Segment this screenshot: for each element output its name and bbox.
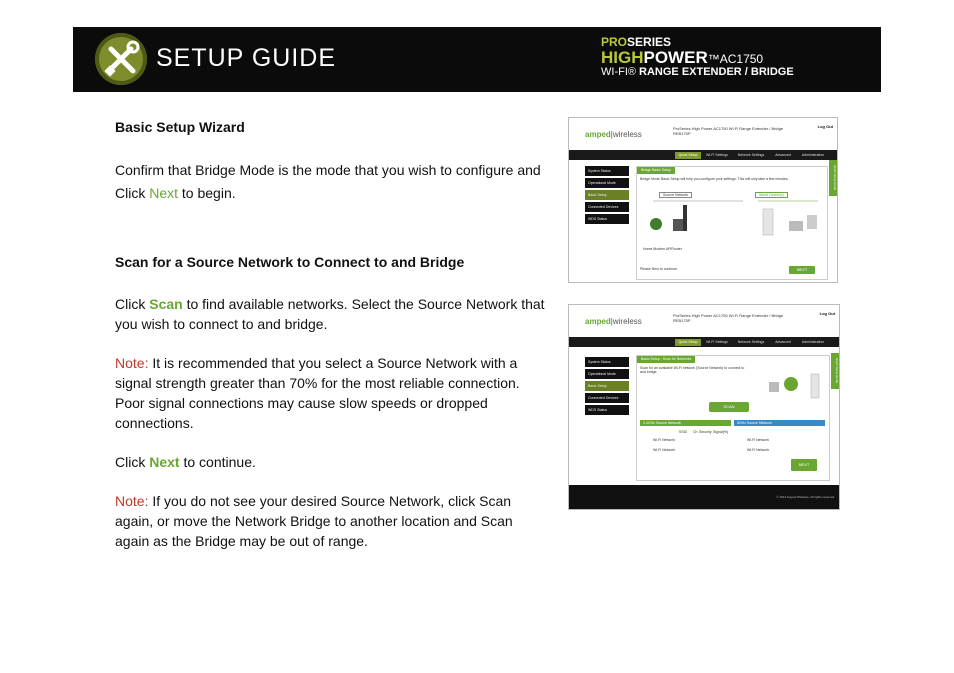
shot2-nav-1: Wi-Fi Settings: [706, 340, 728, 344]
shot2-row5-1[interactable]: Wi-Fi Network: [747, 448, 769, 452]
brand-model: AC1750: [719, 52, 764, 66]
shot2-side-0: System Status: [585, 357, 629, 367]
brand-series: SERIES: [627, 35, 672, 49]
shot2-navbar: [569, 337, 839, 347]
brand-line3: RANGE EXTENDER / BRIDGE: [635, 66, 794, 78]
shot1-diagram-icon: [643, 197, 823, 243]
screenshot-scan-networks: [568, 304, 840, 510]
brand-high: HIGH: [601, 48, 644, 67]
section2-paragraph: [115, 294, 550, 334]
shot1-side-2: Basic Setup: [585, 190, 629, 200]
next-link-1: Next: [149, 185, 179, 201]
section2-heading: Scan for a Source Network to Connect to and Bridge: [115, 254, 465, 270]
section2-continue: [115, 452, 550, 472]
shot1-nav-1: Wi-Fi Settings: [706, 153, 728, 157]
shot2-panel-title: Basic Setup - Scan for Networks: [637, 356, 695, 363]
shot2-side-4: WDS Status: [585, 405, 629, 415]
note-1-text: It is recommended that you select a Source Network with a signal strength greater than 70% for the most reliable connection. Poor signal connections may cause slow speeds or dropped connections.: [115, 355, 520, 431]
shot2-panel-text: Scan for an available Wi-Fi network (Source Network) to connect to and bridge.: [640, 366, 745, 374]
shot1-product: [673, 126, 783, 136]
shot1-product-name: ProSeries High Power AC1750 Wi-Fi Range Extender / Bridge: [673, 126, 784, 131]
shot2-row5-0[interactable]: Wi-Fi Network: [747, 438, 769, 442]
shot2-diagram-icon: [765, 368, 825, 402]
section1-heading: Basic Setup Wizard: [115, 119, 245, 135]
brand-pro: PRO: [601, 35, 628, 49]
shot2-product-name: ProSeries High Power AC1750 Wi-Fi Range Extender / Bridge: [673, 313, 784, 318]
screenshot-bridge-setup: [568, 117, 838, 283]
brand-power: POWER: [643, 48, 708, 67]
shot2-scan-button: SCAN: [709, 402, 749, 412]
header-banner: [73, 27, 881, 92]
shot2-row24-0[interactable]: Wi-Fi Network: [653, 438, 675, 442]
section2-text-end: to find available networks. Select the Source Network that you wish to connect to and bridge.: [115, 296, 545, 332]
section1-paragraph: [115, 159, 550, 205]
shot1-header: [569, 118, 837, 150]
shot1-model: REB175P: [673, 131, 691, 136]
shot1-panel-title: Bridge Basic Setup: [637, 167, 675, 174]
shot2-side-2: Basic Setup: [585, 381, 629, 391]
scan-link: Scan: [149, 296, 183, 312]
section1-text: Confirm that Bridge Mode is the mode that you wish to configure and Click: [115, 162, 541, 201]
shot1-brand2: wireless: [612, 130, 642, 139]
shot2-col-ch: Ch: [693, 430, 698, 434]
shot1-brand: amped: [585, 130, 611, 139]
shot2-side-3: Connected Devices: [585, 393, 629, 403]
shot1-panel: [636, 166, 828, 280]
shot2-quick-tab: Quick Setup Guide: [831, 353, 839, 389]
shot1-nav-2: Network Settings: [737, 153, 765, 157]
shot2-model: REB175P: [673, 318, 691, 323]
continue-text: Click: [115, 454, 150, 470]
tools-logo-icon: [95, 33, 147, 85]
shot1-chain-label: Home Modem AP/Router: [643, 247, 682, 251]
note-2-text: If you do not see your desired Source Network, click Scan again, or move the Network Bridge to another location and Scan again as the Bridge may be out of range.: [115, 493, 513, 549]
shot1-sidebar: [585, 166, 629, 226]
section1-text-end: to begin.: [178, 185, 236, 201]
shot2-sidebar: [585, 357, 629, 417]
shot1-nav-3: Advanced: [775, 153, 791, 157]
shot2-brand: amped: [585, 317, 611, 326]
shot2-col-signal: Signal(%): [713, 430, 729, 434]
shot2-header: [569, 305, 839, 337]
shot2-nav-2: Network Settings: [737, 340, 765, 344]
next-link-2: Next: [149, 454, 180, 470]
shot1-side-1: Operational Mode: [585, 178, 629, 188]
shot1-navbar: [569, 150, 837, 160]
shot1-logo: amped|wireless: [585, 130, 642, 139]
shot1-logout: Log Out: [817, 124, 833, 129]
shot2-footer: © 2014 Amped Wireless. All rights reserved.: [569, 485, 839, 509]
shot2-nav-3: Advanced: [775, 340, 791, 344]
shot2-nav-4: Administration: [801, 340, 825, 344]
shot2-next-button: NEXT: [791, 459, 817, 471]
note-2: [115, 491, 550, 551]
shot2-row24-1[interactable]: Wi-Fi Network: [653, 448, 675, 452]
note-1: [115, 353, 550, 433]
shot1-quick-tab: Quick Setup Guide: [829, 160, 837, 196]
section-basic-setup: [115, 117, 550, 205]
shot2-logout: Log Out: [819, 311, 835, 316]
shot2-list5-header: 5GHz Source Network: [734, 420, 825, 426]
banner-title: SETUP GUIDE: [156, 44, 337, 72]
note-1-label: Note:: [115, 355, 149, 371]
brand-tm: ™: [707, 52, 720, 66]
shot2-col-security: Security: [699, 430, 712, 434]
note-2-label: Note:: [115, 493, 149, 509]
shot1-panel-text: Bridge Mode Basic Setup will help you configure your settings. This will only take a few minutes.: [640, 177, 789, 181]
shot2-brand2: wireless: [612, 317, 642, 326]
shot2-logo: amped|wireless: [585, 317, 642, 326]
shot2-list24-header: 2.4GHz Source Network: [640, 420, 731, 426]
brand-wifi: WI-FI®: [601, 66, 636, 78]
continue-text-end: to continue.: [179, 454, 256, 470]
shot1-footer-text: Please Next to continue.: [640, 267, 678, 271]
shot1-side-3: Connected Devices: [585, 202, 629, 212]
shot2-product: [673, 313, 783, 323]
shot1-side-0: System Status: [585, 166, 629, 176]
shot2-side-1: Operational Mode: [585, 369, 629, 379]
section-scan: [115, 252, 550, 551]
product-brand: [601, 36, 794, 78]
section2-text: Click: [115, 296, 150, 312]
shot1-side-4: WDS Status: [585, 214, 629, 224]
shot1-label-wired: Wired Device(s): [755, 192, 788, 198]
shot1-label-source: Source Network: [659, 192, 692, 198]
shot1-next-button: NEXT: [789, 266, 815, 274]
shot2-nav-0: Quick Setup: [675, 339, 701, 346]
shot2-col-ssid: SSID: [679, 430, 688, 434]
shot1-nav-0: Quick Setup: [675, 152, 701, 159]
shot1-nav-4: Administration: [801, 153, 825, 157]
